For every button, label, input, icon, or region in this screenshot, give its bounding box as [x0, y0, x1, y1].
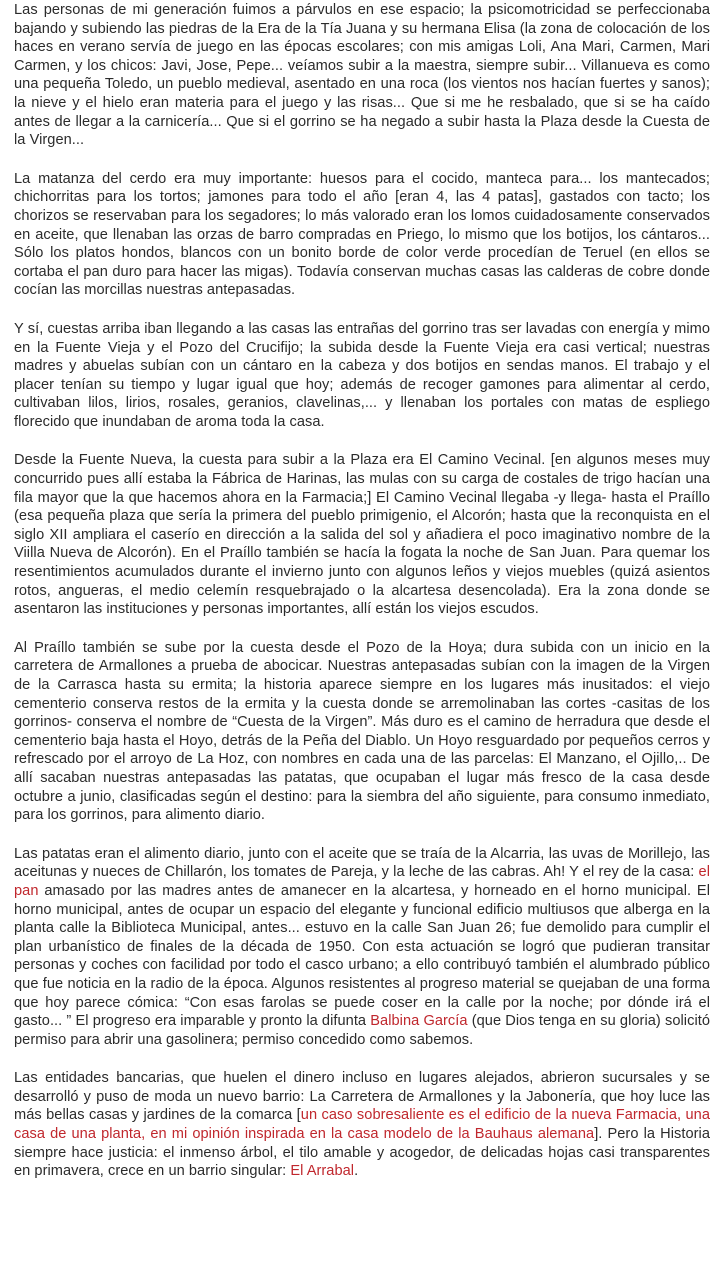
- paragraph-2: [14, 170, 710, 300]
- highlight-farmacia: un caso sobresaliente es el edificio de la nueva Farmacia, una casa de una planta, en mi opinión inspirada en la casa modelo de la Bauhaus alemana: [14, 1107, 711, 1143]
- paragraph-3: [14, 320, 710, 432]
- text-run: .: [354, 1163, 359, 1180]
- text-run: Desde la Fuente Nueva, la cuesta para subir a la Plaza era El Camino Vecinal. [en algunos meses muy concurrido pues allí estaba la Fábrica de Harinas, las mulas con su carga de costales de trigo hacían una fila mayor que la que hacemos ahora en la Farmacia;] El Camino Vecinal llegaba -y llega- hasta el Praíllo (esa pequeña plaza que sería la primera del pueblo primigenio, el Alcorón; hasta que la reconquista en el siglo XII ampliara el caserío en dirección a la salida del sol y añadiera el poco imaginativo nombre de la Viilla Nueva de Alcorón). En el Praíllo también se hacía la fogata la noche de San Juan. Para quemar los resentimientos acumulados durante el invierno junto con algunos leños y viejos muebles (quizá asientos rotos, angueras, el medio celemín resquebrajado o la alcartesa desencolada). Era la zona donde se asentaron las instituciones y personas importantes, allí están los viejos escudos.: [14, 452, 710, 618]
- text-run: amasado por las madres antes de amanecer en la alcartesa, y horneado en el horno municipal. El horno municipal, antes de ocupar un espacio del elegante y funcional edificio multiusos que alberga en la planta calle la Biblioteca Municipal, antes... estuvo en la calle San Juan 26; fue demolido para cumplir el plan urbanístico de finales de la década de 1950. Con esta actuación se logró que pudieran transitar personas y coches con facilidad por todo el casco urbano; a ello contribuyó también el alumbrado público que fue noticia en la radio de la época. Algunos resistentes al progreso material se quejaban de una forma que hoy parece cómica: “Con esas farolas se puede coser en la calle por la noche; por dónde irá el gasto... ” El progreso era imparable y pronto la difunta: [14, 882, 710, 1030]
- highlight-el-arrabal: El Arrabal: [290, 1163, 355, 1180]
- paragraph-5: [14, 639, 710, 825]
- paragraph-6: [14, 845, 710, 1050]
- highlight-balbina-garcia: Balbina García: [370, 1013, 468, 1030]
- text-run: Las entidades bancarias, que huelen el dinero incluso en lugares alejados, abrieron sucursales y se desarrolló y puso de moda un nuevo barrio: La Carretera de Armallones y la Jabonería, que hoy luce las más bellas casas y jardines de la comarca [: [14, 1070, 710, 1124]
- text-run: Las personas de mi generación fuimos a párvulos en ese espacio; la psicomotricidad se perfeccionaba bajando y subiendo las piedras de la Era de la Tía Juana y su hermana Elisa (la zona de colocación de los haces en verano servía de juego en las épocas escolares; con mis amigas Loli, Ana Mari, Carmen, Mari Carmen, y los chicos: Javi, Jose, Pepe... veíamos subir a la maestra, siempre subir... Villanueva es como una pequeña Toledo, un pueblo medieval, asentado en una roca (los vientos nos hacían fuertes y sanos); la nieve y el hielo eran materia para el juego y las risas... Que si me he resbalado, que si se ha caído antes de llegar a la carnicería... Que si el gorrino se ha negado a subir hasta la Plaza desde la Cuesta de la Virgen...: [14, 2, 710, 149]
- text-run: Y sí, cuestas arriba iban llegando a las casas las entrañas del gorrino tras ser lavadas con energía y mimo en la Fuente Vieja y el Pozo del Crucifijo; la subida desde la Fuente Vieja era casi vertical; nuestras madres y abuelas subían con un cántaro en la cabeza y dos botijos en sendas manos. El trabajo y el placer tenían su tiempo y lugar igual que hoy; además de recoger gamones para alimentar al cerdo, cultivaban lilos, lirios, rosales, geranios, clavelinas,... y llenaban los portales con matas de espliego florecido que inundaban de aroma toda la casa.: [14, 320, 710, 430]
- text-run: (que Dios tenga en su gloria) solicitó permiso para abrir una gasolinera; permiso concedido como sabemos.: [14, 1013, 711, 1048]
- text-run: La matanza del cerdo era muy importante: huesos para el cocido, manteca para... los mantecados; chichorritas para los tortos; jamones para todo el año [eran 4, las 4 patas], gastados con tacto; los chorizos se reservaban para los segadores; lo más valorado eran los lomos cuidadosamente conservados en aceite, que llenaban las orzas de barro compradas en Priego, lo mismo que los botijos, los cántaros... Sólo los platos hondos, blancos con un bonito borde de color verde procedían de Teruel (en ellos se cortaba el pan duro para hacer las migas). Todavía conservan muchas casas las calderas de cobre donde cocían las morcillas nuestras antepasadas.: [14, 170, 710, 299]
- text-run: ]. Pero la Historia siempre hace justicia: el inmenso árbol, el tilo amable y acogedor, de delicadas hojas casi transparentes en primavera, crece en un barrio singular:: [14, 1126, 710, 1180]
- text-run: Las patatas eran el alimento diario, junto con el aceite que se traía de la Alcarria, las uvas de Morillejo, las aceitunas y nueces de Chillarón, los tomates de Pareja, y la leche de las cabras. Ah! Y el rey de la casa:: [14, 845, 710, 881]
- paragraph-4: [14, 451, 710, 618]
- paragraph-1: [14, 1, 710, 150]
- highlight-el-pan: el pan: [14, 864, 710, 899]
- text-run: Al Praíllo también se sube por la cuesta desde el Pozo de la Hoya; dura subida con un inicio en la carretera de Armallones a prueba de abocicar. Nuestras antepasadas subían con la imagen de la Virgen de la Carrasca hasta su ermita; la historia aparece siempre en los lugares más inusitados: el viejo cementerio conserva restos de la ermita y la cuesta donde se arremolinaban las cortes -casitas de los gorrinos- conserva el nombre de “Cuesta de la Virgen”. Más duro es el camino de herradura que desde el cementerio baja hasta el Hoyo, detrás de la Peña del Diablo. Un Hoyo resguardado por pequeños cerros y refrescado por el arroyo de La Hoz, con nombres en cada una de las parcelas: El Manzano, el Ojillo,.. De allí sacaban nuestras antepasadas las patatas, que ocupaban el lugar más fresco de la casa desde octubre a junio, clasificadas según el destino: para la siembra del año siguiente, para consumo inmediato, para los gorrinos, para alimento diario.: [14, 639, 710, 824]
- paragraph-7: [14, 1069, 710, 1181]
